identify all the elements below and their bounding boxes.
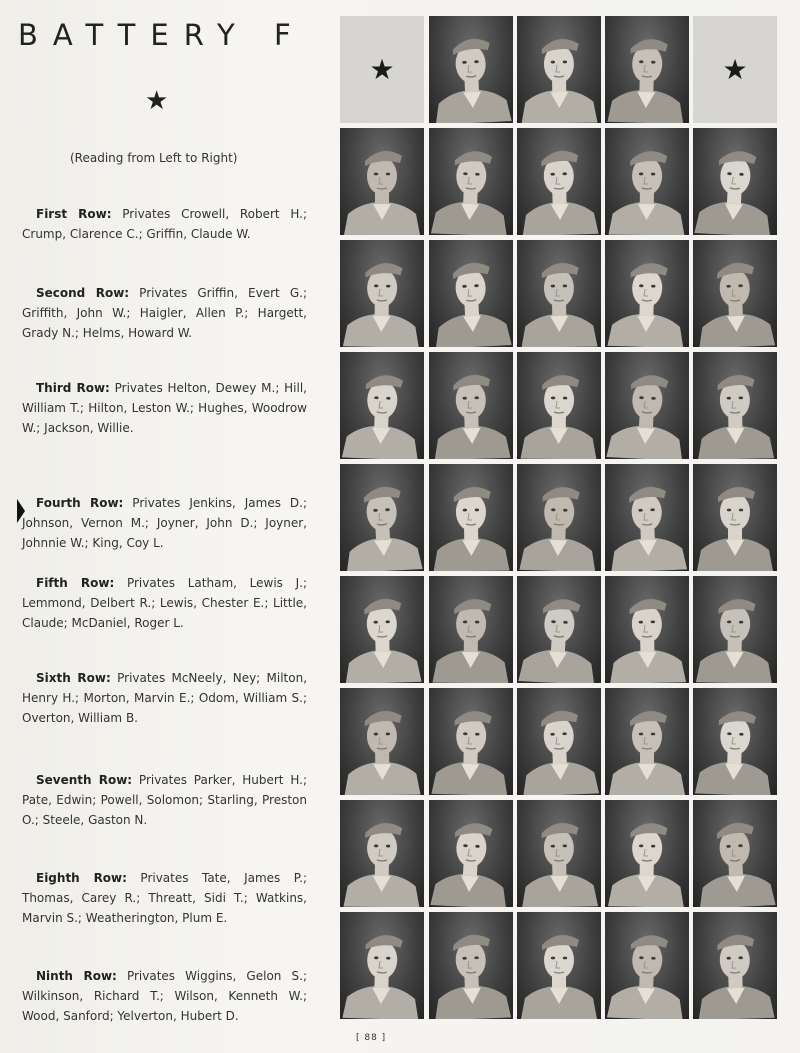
soldier-portrait [340,576,424,683]
soldier-portrait [605,576,689,683]
reading-note: (Reading from Left to Right) [70,151,238,165]
soldier-portrait [605,16,689,123]
soldier-portrait [605,464,689,571]
soldier-portrait [517,128,601,235]
soldier-portrait [340,352,424,459]
page-title: BATTERY F [18,18,306,52]
soldier-portrait [693,352,777,459]
soldier-portrait [429,352,513,459]
soldier-portrait [429,800,513,907]
soldier-portrait [340,688,424,795]
soldier-portrait [340,800,424,907]
soldier-portrait [605,352,689,459]
soldier-portrait [605,688,689,795]
row-caption [22,966,307,1026]
soldier-portrait [429,240,513,347]
row-label: Fourth Row: [36,496,124,510]
soldier-portrait [340,240,424,347]
row-names: Privates Crowell, Robert H.; Crump, Clarence C.; Griffin, Claude W. [22,207,308,241]
row-label: Sixth Row: [36,671,111,685]
row-caption [22,668,307,728]
soldier-portrait [340,464,424,571]
star-icon: ★ [722,52,748,86]
row-caption [22,204,307,244]
soldier-portrait [429,16,513,123]
row-label: Eighth Row: [36,871,127,885]
soldier-portrait [517,464,601,571]
row-label: Second Row: [36,286,130,300]
soldier-portrait [340,912,424,1019]
soldier-portrait [517,240,601,347]
row-names: Privates Wiggins, Gelon S.; Wilkinson, Richard T.; Wilson, Kenneth W.; Wood, Sanford; Yelverton, Hubert D. [22,969,307,1023]
page-number: [ 88 ] [356,1033,387,1043]
star-icon: ★ [145,86,169,116]
soldier-portrait [517,352,601,459]
row-names: Privates Griffin, Evert G.; Griffith, John W.; Haigler, Allen P.; Hargett, Grady N.; Helms, Howard W. [22,286,307,340]
soldier-portrait [429,688,513,795]
row-label: Ninth Row: [36,969,117,983]
soldier-portrait [429,912,513,1019]
star-placeholder-tile [340,16,424,123]
soldier-portrait [605,240,689,347]
row-label: Fifth Row: [36,576,115,590]
soldier-portrait [693,240,777,347]
row-label: Third Row: [36,381,110,395]
soldier-portrait [517,16,601,123]
row-caption [22,378,307,438]
soldier-portrait [605,800,689,907]
row-names: Privates Tate, James P.; Thomas, Carey R.; Threatt, Sidi T.; Watkins, Marvin S.; Weatherington, Plum E. [22,871,307,925]
soldier-portrait [605,128,689,235]
soldier-portrait [517,688,601,795]
row-names: Privates Jenkins, James D.; Johnson, Vernon M.; Joyner, John D.; Joyner, Johnnie W.; King, Coy L. [22,496,307,550]
row-names: Privates McNeely, Ney; Milton, Henry H.; Morton, Marvin E.; Odom, William S.; Overton, William B. [22,671,308,725]
soldier-portrait [429,128,513,235]
star-placeholder-tile [693,16,777,123]
row-label: Seventh Row: [36,773,133,787]
soldier-portrait [693,576,777,683]
star-icon: ★ [369,52,395,86]
row-names: Privates Parker, Hubert H.; Pate, Edwin; Powell, Solomon; Starling, Preston O.; Steele, Gaston N. [22,773,307,827]
page-marker-icon [17,499,25,523]
soldier-portrait [693,688,777,795]
soldier-portrait [693,912,777,1019]
row-caption [22,283,307,343]
row-names: Privates Latham, Lewis J.; Lemmond, Delbert R.; Lewis, Chester E.; Little, Claude; McDaniel, Roger L. [22,576,307,630]
portrait-grid [340,16,785,1021]
soldier-portrait [605,912,689,1019]
soldier-portrait [517,576,601,683]
row-caption [22,573,307,633]
soldier-portrait [693,800,777,907]
soldier-portrait [429,576,513,683]
soldier-portrait [693,464,777,571]
soldier-portrait [429,464,513,571]
row-caption [22,868,307,928]
soldier-portrait [517,800,601,907]
row-caption [22,770,307,830]
soldier-portrait [693,128,777,235]
row-label: First Row: [36,207,112,221]
row-names: Privates Helton, Dewey M.; Hill, William T.; Hilton, Leston W.; Hughes, Woodrow W.; Jackson, Willie. [22,381,307,435]
soldier-portrait [340,128,424,235]
row-caption [22,493,307,553]
soldier-portrait [517,912,601,1019]
